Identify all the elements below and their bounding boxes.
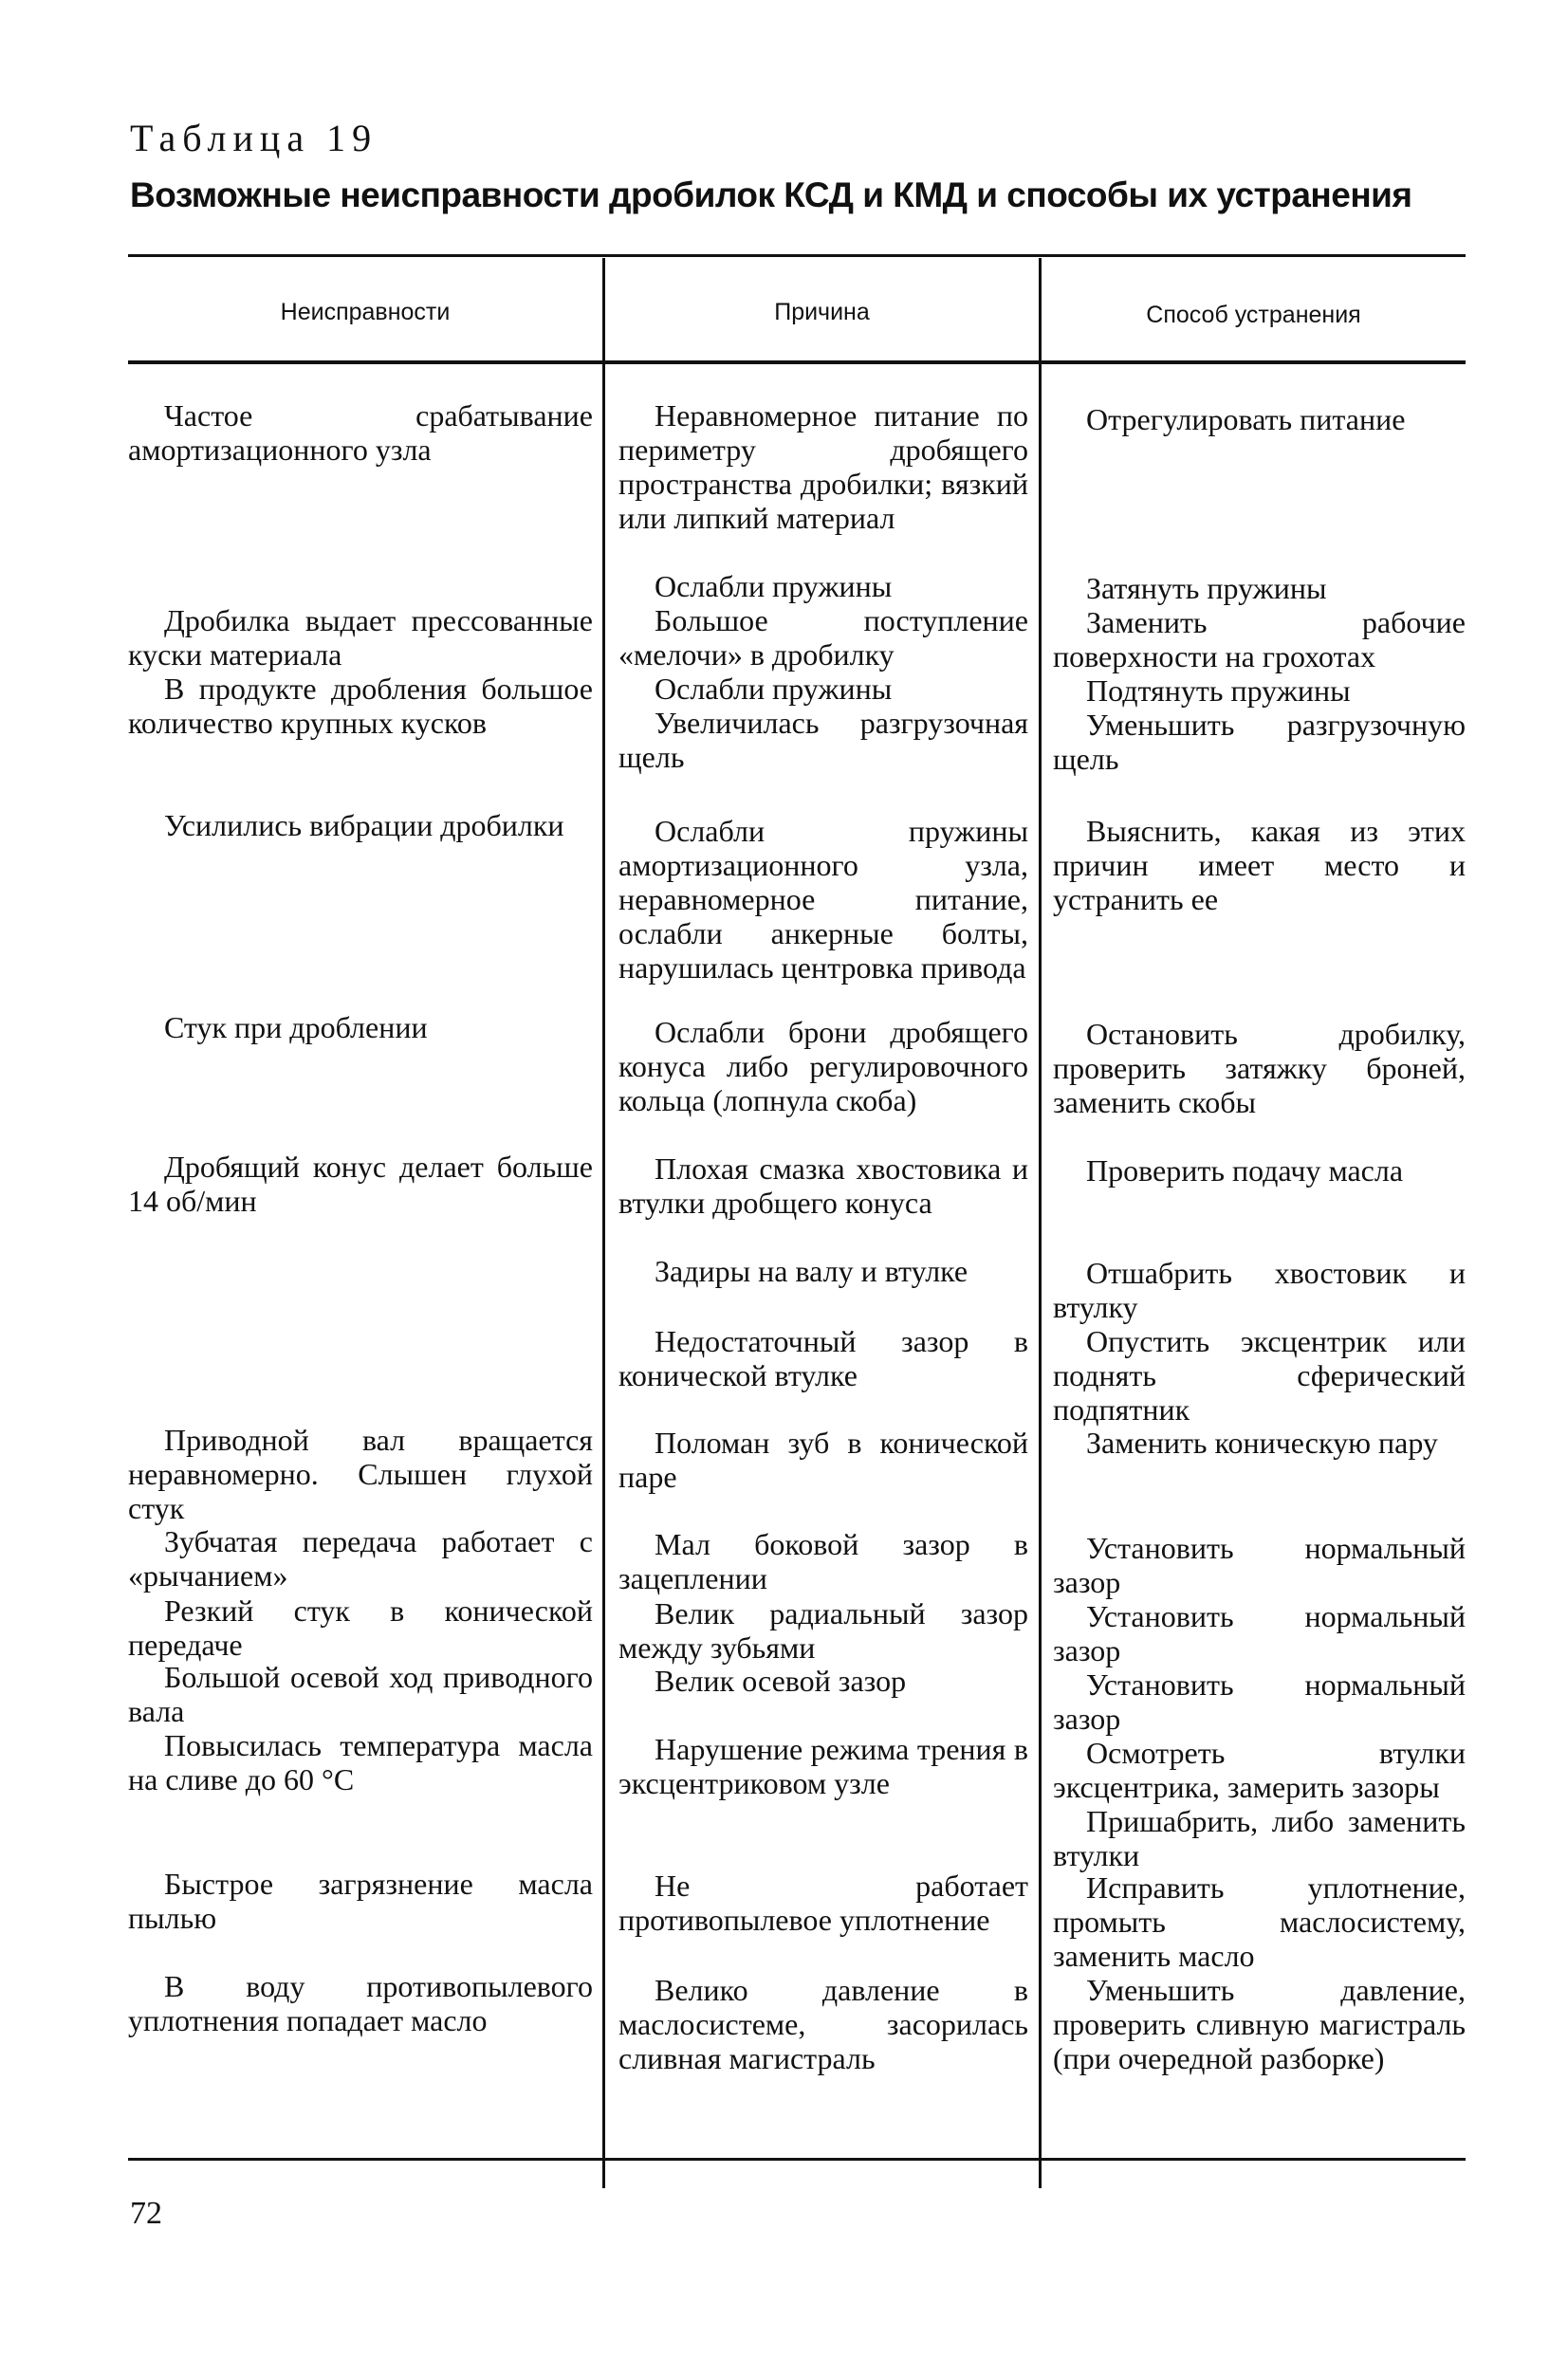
cause-cell: Ослабли брони дробящего конуса либо регулировочного кольца (лопнула скоба)	[618, 1015, 1028, 1117]
column-divider-1	[602, 258, 605, 2188]
cause-cell: Плохая смазка хвостовика и втулки дробщего конуса	[618, 1151, 1028, 1220]
remedy-cell: Уменьшить давление, проверить сливную магистраль (при очередной разборке)	[1053, 1973, 1466, 2075]
remedy-cell: Уменьшить разгрузочную щель	[1053, 708, 1466, 776]
fault-cell: Частое срабатывание амортизационного узла	[128, 398, 593, 467]
fault-cell: В продукте дробления большое количество крупных кусков	[128, 672, 593, 740]
fault-cell: Зубчатая передача работает с «рычанием»	[128, 1524, 593, 1593]
cause-cell: Ослабли пружины	[655, 569, 893, 603]
fault-cell: В воду противопылевого уплотнения попадает масло	[128, 1969, 593, 2037]
header-bottom-rule	[128, 360, 1466, 364]
column-header-fault: Неисправности	[280, 299, 451, 325]
fault-cell: Повысилась температура масла на сливе до 60 °С	[128, 1728, 593, 1796]
cause-cell: Увеличилась разгрузочная щель	[618, 706, 1028, 774]
remedy-cell: Установить нормальный зазор	[1053, 1599, 1466, 1667]
fault-cell: Большой осевой ход приводного вала	[128, 1660, 593, 1728]
cause-cell: Велик радиальный зазор между зубьями	[618, 1596, 1028, 1665]
remedy-cell: Заменить рабочие поверхности на грохотах	[1053, 605, 1466, 673]
page-number: 72	[130, 2196, 162, 2231]
column-header-cause: Причина	[774, 299, 870, 325]
remedy-cell: Исправить уплотнение, промыть маслосистему, заменить масло	[1053, 1870, 1466, 1973]
cause-cell: Не работает противопылевое уплотнение	[618, 1869, 1028, 1937]
cause-cell: Велико давление в маслосистеме, засорилась сливная магистраль	[618, 1973, 1028, 2075]
cause-cell: Ослабли пружины	[655, 672, 893, 706]
cause-cell: Задиры на валу и втулке	[655, 1254, 968, 1288]
cause-cell: Велик осевой зазор	[655, 1664, 907, 1698]
remedy-cell: Отшабрить хвостовик и втулку	[1053, 1256, 1466, 1324]
table-bottom-rule	[128, 2158, 1466, 2161]
remedy-cell: Отрегулировать питание	[1086, 402, 1406, 436]
fault-cell: Приводной вал вращается неравномерно. Слышен глухой стук	[128, 1423, 593, 1525]
cause-cell: Ослабли пружины амортизационного узла, неравномерное питание, ослабли анкерные болты, нарушилась центровка привода	[618, 814, 1028, 985]
remedy-cell: Остановить дробилку, проверить затяжку броней, заменить скобы	[1053, 1017, 1466, 1119]
remedy-cell: Опустить эксцентрик или поднять сферический подпятник	[1053, 1324, 1466, 1427]
remedy-cell: Заменить коническую пару	[1086, 1426, 1438, 1460]
table-title: Возможные неисправности дробилок КСД и КМД и способы их устранения	[130, 175, 1412, 214]
fault-cell: Быстрое загрязнение масла пылью	[128, 1867, 593, 1935]
cause-cell: Большое поступление «мелочи» в дробилку	[618, 603, 1028, 672]
remedy-cell: Подтянуть пружины	[1086, 673, 1351, 708]
cause-cell: Мал боковой зазор в зацеплении	[618, 1527, 1028, 1595]
fault-cell: Дробящий конус делает больше 14 об/мин	[128, 1150, 593, 1218]
table-top-rule	[128, 254, 1466, 257]
table-label: Таблица 19	[130, 117, 378, 159]
remedy-cell: Установить нормальный зазор	[1053, 1531, 1466, 1599]
remedy-cell: Проверить подачу масла	[1086, 1153, 1404, 1188]
fault-cell: Усилились вибрации дробилки	[164, 808, 564, 842]
remedy-cell: Осмотреть втулки эксцентрика, замерить зазоры	[1053, 1736, 1466, 1804]
cause-cell: Недостаточный зазор в конической втулке	[618, 1324, 1028, 1392]
cause-cell: Нарушение режима трения в эксцентриковом узле	[618, 1732, 1028, 1800]
cause-cell: Поломан зуб в конической паре	[618, 1426, 1028, 1494]
remedy-cell: Установить нормальный зазор	[1053, 1667, 1466, 1736]
column-divider-2	[1039, 258, 1042, 2188]
remedy-cell: Затянуть пружины	[1086, 571, 1327, 605]
remedy-cell: Выяснить, какая из этих причин имеет место и устранить ее	[1053, 814, 1466, 916]
fault-cell: Резкий стук в конической передаче	[128, 1593, 593, 1662]
fault-cell: Дробилка выдает прессованные куски материала	[128, 603, 593, 672]
fault-cell: Стук при дроблении	[164, 1010, 428, 1044]
cause-cell: Неравномерное питание по периметру дробящего пространства дробилки; вязкий или липкий материал	[618, 398, 1028, 535]
column-header-remedy: Способ устранения	[1146, 302, 1361, 328]
remedy-cell: Пришабрить, либо заменить втулки	[1053, 1804, 1466, 1872]
